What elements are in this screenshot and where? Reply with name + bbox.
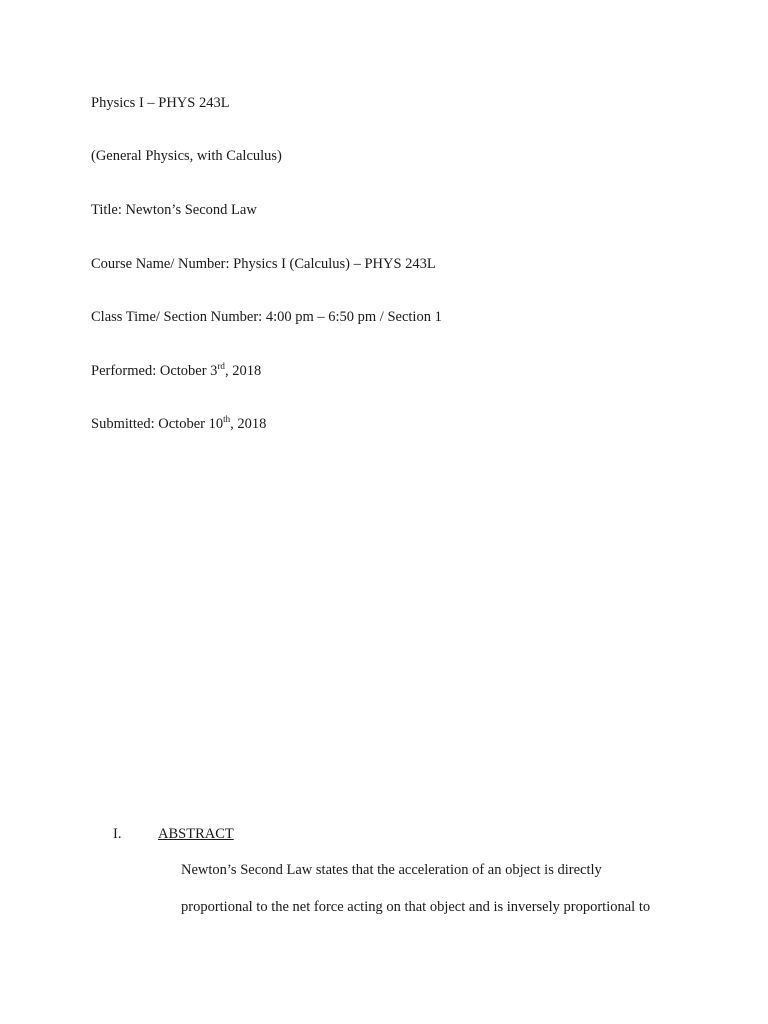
performed-date-ordinal: rd [217, 361, 225, 371]
class-time-section: Class Time/ Section Number: 4:00 pm – 6:50 pm / Section 1 [91, 309, 442, 325]
submitted-date [91, 415, 266, 434]
abstract-line: Newton’s Second Law states that the acceleration of an object is directly [181, 862, 602, 878]
course-name-number: Course Name/ Number: Physics I (Calculus) – PHYS 243L [91, 256, 436, 272]
performed-date-main: Performed: October 3 [91, 363, 218, 379]
submitted-date-ordinal: th [223, 414, 231, 424]
submitted-date-year: , 2018 [230, 416, 267, 432]
section-heading: ABSTRACT [158, 826, 234, 842]
submitted-date-main: Submitted: October 10 [91, 416, 224, 432]
section-number: I. [113, 826, 122, 842]
performed-date-year: , 2018 [224, 363, 262, 379]
course-subtitle: (General Physics, with Calculus) [91, 148, 282, 164]
report-title: Title: Newton’s Second Law [91, 202, 257, 218]
performed-date [91, 362, 261, 381]
abstract-line: proportional to the net force acting on that object and is inversely proportional to [181, 899, 651, 915]
course-code: Physics I – PHYS 243L [91, 95, 230, 111]
